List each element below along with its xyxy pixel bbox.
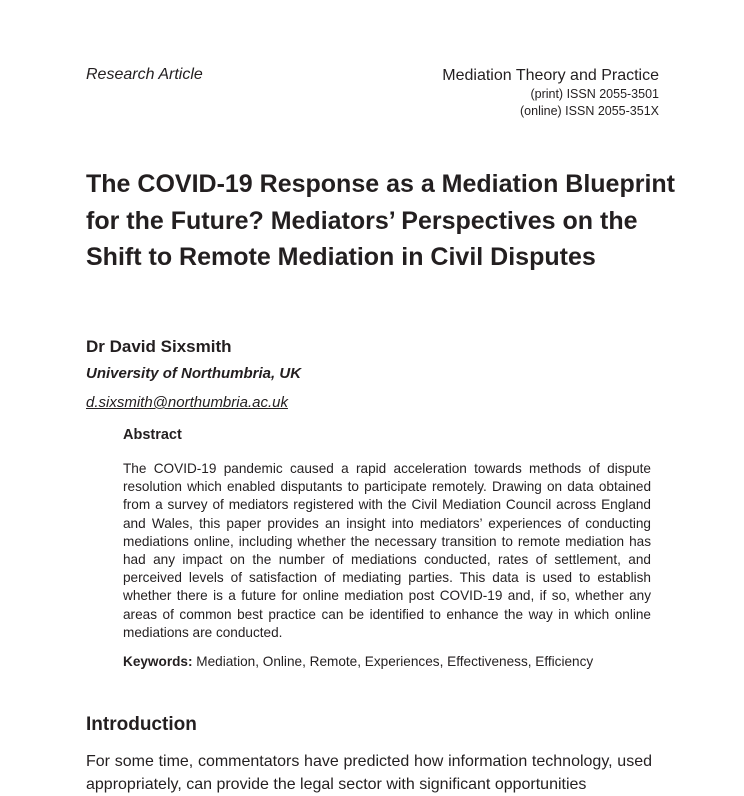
journal-name: Mediation Theory and Practice [442, 67, 659, 84]
keywords-label: Keywords: [123, 654, 193, 669]
author-email-link[interactable]: d.sixsmith@northumbria.ac.uk [86, 394, 288, 411]
abstract-body: The COVID-19 pandemic caused a rapid acceleration towards methods of dispute resolution which enabled disputants to participate remotely. Drawing on data obtained from a survey of mediators registered with the Civil Mediation Council across England and Wales, this paper provides an insight into mediators’ experiences of conducting mediations online, including whether the necessary transition to remote mediation has had any impact on the number of mediations conducted, rates of settlement, and perceived levels of satisfaction of mediating parties. This data is used to establish whether there is a future for online mediation post COVID-19 and, if so, whether any areas of common best practice can be identified to enhance the way in which online mediations are conducted. [123, 461, 651, 640]
issn-print: (print) ISSN 2055-3501 [530, 87, 659, 101]
section-heading-introduction: Introduction [86, 714, 197, 735]
introduction-body: For some time, commentators have predicted how information technology, used appropriately, can provide the legal sector with significant opportunities [86, 753, 652, 793]
author-affiliation: University of Northumbria, UK [86, 365, 302, 382]
article-type: Research Article [86, 66, 203, 83]
keywords [123, 654, 593, 669]
author-name: Dr David Sixsmith [86, 337, 232, 356]
abstract-heading: Abstract [123, 427, 182, 443]
issn-online: (online) ISSN 2055-351X [520, 104, 659, 118]
article-title: The COVID-19 Response as a Mediation Blueprint for the Future? Mediators’ Perspectives on the Shift to Remote Mediation in Civil Disputes [86, 170, 676, 271]
keywords-list: Mediation, Online, Remote, Experiences, Effectiveness, Efficiency [196, 654, 594, 669]
journal-info [442, 66, 659, 120]
